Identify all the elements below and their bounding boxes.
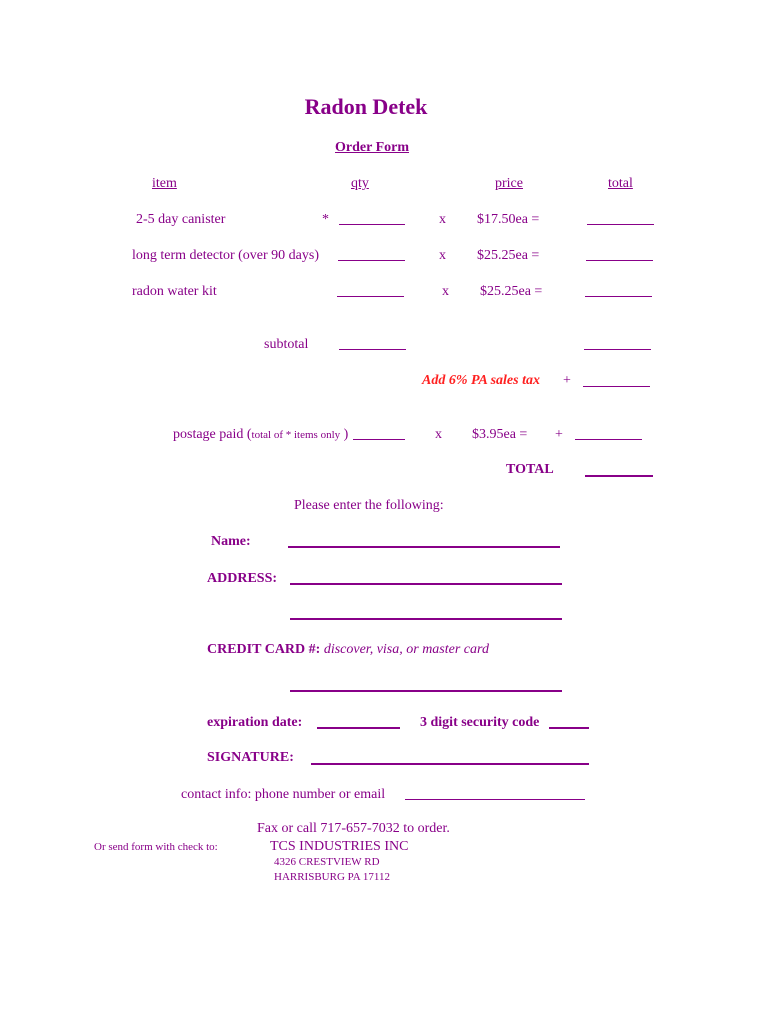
total-water-kit-field[interactable] — [585, 296, 652, 297]
postage-note: total of * items only — [251, 429, 341, 441]
row-multiply-sign: x — [439, 212, 446, 227]
qty-long-term-field[interactable] — [338, 260, 405, 261]
subtotal-qty-field[interactable] — [339, 349, 406, 350]
row-star-marker: * — [322, 212, 329, 227]
postage-plus-sign: + — [555, 427, 563, 442]
company-name: TCS INDUSTRIES INC — [270, 839, 409, 854]
credit-card-number-field[interactable] — [290, 690, 562, 692]
row-item-water-kit: radon water kit — [132, 284, 217, 299]
security-code-field[interactable] — [549, 727, 589, 729]
tax-plus-sign: + — [563, 373, 571, 388]
postage-total-field[interactable] — [575, 439, 642, 440]
sales-tax-field[interactable] — [583, 386, 650, 387]
postage-qty-field[interactable] — [353, 439, 405, 440]
signature-label: SIGNATURE: — [207, 750, 294, 765]
subtotal-label: subtotal — [264, 337, 309, 352]
grand-total-field[interactable] — [585, 475, 653, 477]
address-field-line-2[interactable] — [290, 618, 562, 620]
column-header-item: item — [152, 176, 177, 191]
credit-card-types: discover, visa, or master card — [323, 642, 489, 657]
row-item-long-term-detector: long term detector (over 90 days) — [132, 248, 319, 263]
row-multiply-sign: x — [439, 248, 446, 263]
credit-card-label — [207, 642, 489, 658]
postage-label-text: postage paid ( — [173, 427, 252, 442]
instructions-text: Please enter the following: — [294, 498, 444, 513]
postage-label — [173, 427, 348, 443]
contact-info-label: contact info: phone number or email — [181, 787, 386, 802]
column-header-qty: qty — [351, 176, 369, 191]
order-form-subtitle: Order Form — [335, 140, 409, 155]
column-header-price: price — [495, 176, 523, 191]
contact-info-field[interactable] — [405, 799, 585, 800]
subtotal-total-field[interactable] — [584, 349, 651, 350]
name-label: Name: — [211, 534, 251, 549]
total-canister-field[interactable] — [587, 224, 654, 225]
grand-total-label: TOTAL — [506, 462, 554, 477]
send-check-text: Or send form with check to: — [94, 841, 218, 853]
company-city: HARRISBURG PA 17112 — [274, 871, 390, 883]
address-label: ADDRESS: — [207, 571, 278, 586]
row-price-long-term: $25.25ea = — [477, 248, 540, 263]
expiration-date-field[interactable] — [317, 727, 400, 729]
postage-price: $3.95ea = — [472, 427, 528, 442]
fax-call-text: Fax or call 717-657-7032 to order. — [257, 821, 450, 836]
sales-tax-label: Add 6% PA sales tax — [422, 373, 540, 388]
postage-close: ) — [343, 427, 349, 442]
row-price-water-kit: $25.25ea = — [480, 284, 543, 299]
page-title: Radon Detek — [304, 94, 428, 119]
company-street: 4326 CRESTVIEW RD — [274, 856, 380, 868]
security-code-label: 3 digit security code — [420, 715, 540, 730]
postage-multiply-sign: x — [435, 427, 442, 442]
signature-field[interactable] — [311, 763, 589, 765]
address-field-line-1[interactable] — [290, 583, 562, 585]
row-multiply-sign: x — [442, 284, 449, 299]
credit-card-label-text: CREDIT CARD #: — [207, 642, 321, 657]
name-field[interactable] — [288, 546, 560, 548]
total-long-term-field[interactable] — [586, 260, 653, 261]
qty-water-kit-field[interactable] — [337, 296, 404, 297]
qty-canister-field[interactable] — [339, 224, 405, 225]
expiration-date-label: expiration date: — [207, 715, 303, 730]
row-item-canister: 2-5 day canister — [136, 212, 226, 227]
column-header-total: total — [608, 176, 633, 191]
row-price-canister: $17.50ea = — [477, 212, 540, 227]
